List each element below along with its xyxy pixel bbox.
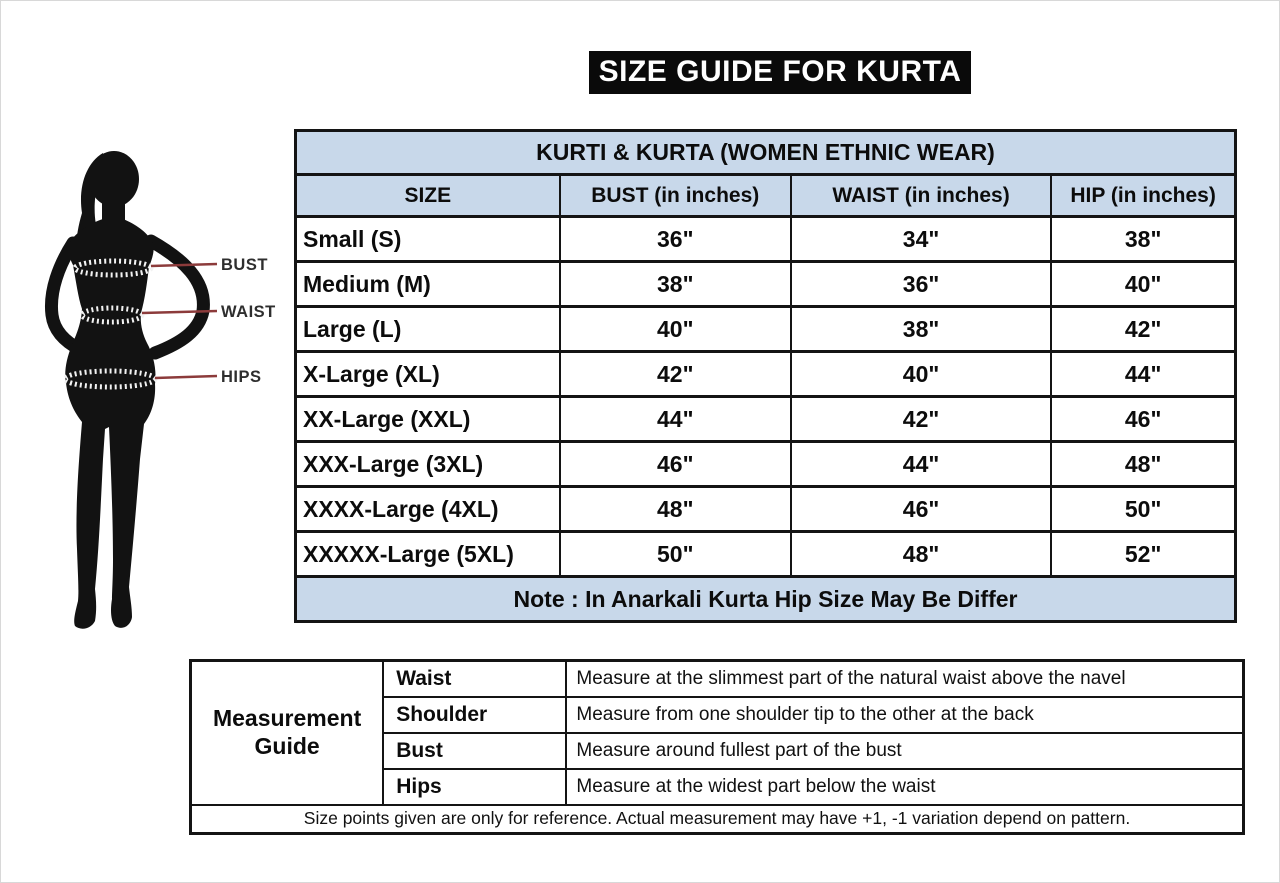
bust-cell: 50"	[560, 532, 791, 577]
bust-label: BUST	[221, 256, 268, 274]
size-table-row	[296, 487, 1236, 532]
measurement-row	[191, 661, 1244, 697]
hip-cell: 42"	[1051, 307, 1235, 352]
size-table	[294, 129, 1237, 623]
size-cell: Medium (M)	[296, 262, 560, 307]
silhouette-head	[89, 151, 139, 207]
bust-cell: 40"	[560, 307, 791, 352]
waist-cell: 44"	[791, 442, 1051, 487]
measurement-footer-row	[191, 805, 1244, 834]
hip-cell: 48"	[1051, 442, 1235, 487]
size-table-note-row	[296, 577, 1236, 622]
bust-pointer-line	[151, 264, 217, 266]
size-cell: Small (S)	[296, 217, 560, 262]
column-header-size: SIZE	[296, 175, 560, 217]
size-table-header-row	[296, 175, 1236, 217]
silhouette-right-arm	[151, 241, 203, 353]
measurement-part: Waist	[383, 661, 566, 697]
waist-cell: 46"	[791, 487, 1051, 532]
size-cell: XX-Large (XXL)	[296, 397, 560, 442]
size-table-row	[296, 442, 1236, 487]
size-table-note: Note : In Anarkali Kurta Hip Size May Be Differ	[296, 577, 1236, 622]
waist-cell: 42"	[791, 397, 1051, 442]
size-cell: X-Large (XL)	[296, 352, 560, 397]
silhouette-body	[65, 219, 155, 629]
size-table-title-row	[296, 131, 1236, 175]
size-table-title: KURTI & KURTA (WOMEN ETHNIC WEAR)	[296, 131, 1236, 175]
column-header-hip: HIP (in inches)	[1051, 175, 1235, 217]
size-table-row	[296, 532, 1236, 577]
bust-cell: 42"	[560, 352, 791, 397]
hips-pointer-line	[155, 376, 217, 378]
measurement-description: Measure from one shoulder tip to the other at the back	[566, 697, 1243, 733]
waist-cell: 34"	[791, 217, 1051, 262]
hip-cell: 50"	[1051, 487, 1235, 532]
size-table-body	[296, 131, 1236, 622]
measurement-guide-table	[189, 659, 1245, 835]
measurement-description: Measure around fullest part of the bust	[566, 733, 1243, 769]
size-table-row	[296, 397, 1236, 442]
hip-cell: 40"	[1051, 262, 1235, 307]
column-header-waist: WAIST (in inches)	[791, 175, 1051, 217]
bust-cell: 48"	[560, 487, 791, 532]
measurement-part: Shoulder	[383, 697, 566, 733]
hip-cell: 38"	[1051, 217, 1235, 262]
page-title: SIZE GUIDE FOR KURTA	[589, 51, 971, 94]
bust-cell: 44"	[560, 397, 791, 442]
bust-cell: 38"	[560, 262, 791, 307]
size-table-row	[296, 352, 1236, 397]
waist-cell: 48"	[791, 532, 1051, 577]
measurement-description: Measure at the slimmest part of the natural waist above the navel	[566, 661, 1243, 697]
size-table-row	[296, 262, 1236, 307]
measurement-footer-note: Size points given are only for reference. Actual measurement may have +1, -1 variation depend on pattern.	[191, 805, 1244, 834]
waist-cell: 36"	[791, 262, 1051, 307]
size-cell: XXX-Large (3XL)	[296, 442, 560, 487]
bust-cell: 36"	[560, 217, 791, 262]
size-cell: XXXXX-Large (5XL)	[296, 532, 560, 577]
woman-silhouette-icon	[41, 129, 291, 644]
size-cell: Large (L)	[296, 307, 560, 352]
measurement-description: Measure at the widest part below the waist	[566, 769, 1243, 805]
waist-label: WAIST	[221, 303, 276, 321]
measurement-part: Bust	[383, 733, 566, 769]
waist-cell: 38"	[791, 307, 1051, 352]
size-table-row	[296, 307, 1236, 352]
hips-label: HIPS	[221, 368, 262, 386]
measurement-part: Hips	[383, 769, 566, 805]
waist-cell: 40"	[791, 352, 1051, 397]
bust-cell: 46"	[560, 442, 791, 487]
hip-cell: 44"	[1051, 352, 1235, 397]
hip-cell: 46"	[1051, 397, 1235, 442]
body-measurement-figure	[41, 129, 291, 644]
measurement-guide-title: Measurement Guide	[191, 661, 384, 805]
hip-cell: 52"	[1051, 532, 1235, 577]
column-header-bust: BUST (in inches)	[560, 175, 791, 217]
size-cell: XXXX-Large (4XL)	[296, 487, 560, 532]
size-table-row	[296, 217, 1236, 262]
